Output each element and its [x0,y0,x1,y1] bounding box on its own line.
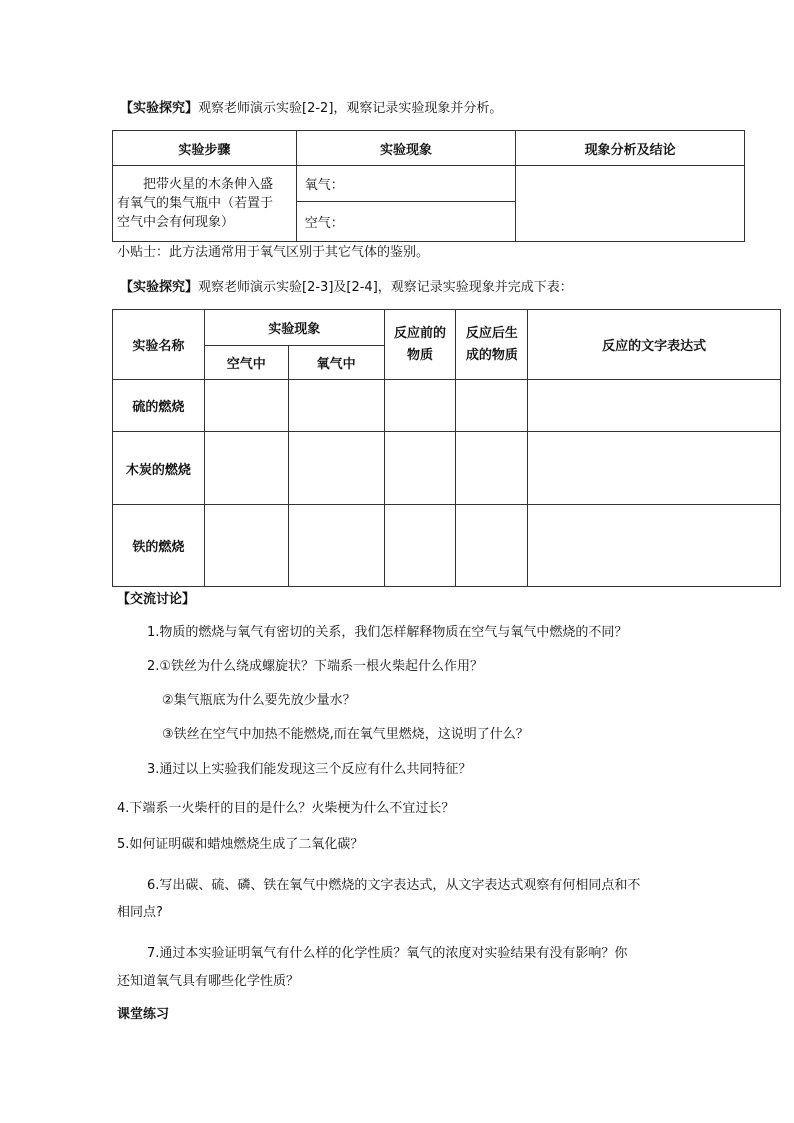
discussion-q6-line-2: 相同点? [117,905,163,920]
table-row [113,380,781,432]
discussion-q2b: ②集气瓶底为什么要先放少量水？ [162,693,356,708]
table-row [113,505,781,587]
exp2-header-after [456,310,528,380]
exp2-header-in-oxygen: 氧气中 [288,346,384,380]
table-row [113,432,781,505]
cell-empty [288,432,384,505]
exp1-header-phenomenon: 实验现象 [296,131,516,166]
discussion-q5: 5.如何证明碳和蜡烛燃烧生成了二氧化碳？ [117,837,364,852]
row-label-sulfur: 硫的燃烧 [113,380,205,432]
exp2-header-formula: 反应的文字表达式 [528,310,781,380]
exp1-step-cell [113,166,297,242]
cell-empty [456,505,528,587]
exp1-analysis-cell [516,166,745,242]
exp1-table [112,130,745,242]
cell-empty [528,432,781,505]
row-label-charcoal: 木炭的燃烧 [113,432,205,505]
discussion-q6-line-1: 6.写出碳、硫、磷、铁在氧气中燃烧的文字表达式，从文字表达式观察有何相同点和不 [147,878,641,893]
discussion-q7-line-2: 还知道氧气具有哪些化学性质？ [117,974,300,989]
exp2-header-before-line-1: 反应前的 [394,325,447,341]
exp2-header-before [384,310,456,380]
discussion-q1: 1.物质的燃烧与氧气有密切的关系，我们怎样解释物质在空气与氧气中燃烧的不同？ [147,625,628,640]
cell-empty [204,432,288,505]
exp1-step-line-1: 把带火星的木条伸入盛 [143,177,274,192]
exp2-heading-text: 观察老师演示实验[2-3]及[2-4]，观察记录实验现象并完成下表： [198,280,573,295]
cell-empty [528,505,781,587]
discussion-q3: 3.通过以上实验我们能发现这三个反应有什么共同特征？ [147,762,472,777]
cell-empty [384,432,456,505]
exp1-phen-oxygen: 氧气： [296,166,516,202]
discussion-q2a: 2.①铁丝为什么绕成螺旋状？下端系一根火柴起什么作用？ [147,659,484,674]
cell-empty [456,432,528,505]
discussion-q4: 4.下端系一火柴杆的目的是什么？火柴梗为什么不宜过长？ [117,801,455,816]
discussion-q2c: ③铁丝在空气中加热不能燃烧,而在氧气里燃烧，这说明了什么？ [162,727,529,742]
exp1-header-step: 实验步骤 [113,131,297,166]
cell-empty [288,380,384,432]
exp2-table [112,309,781,587]
discussion-heading: 【交流讨论】 [117,592,196,607]
cell-empty [384,505,456,587]
cell-empty [204,380,288,432]
exp2-header-after-line-1: 反应后生 [465,325,518,341]
exp1-header-analysis: 现象分析及结论 [516,131,745,166]
exp1-step-line-3: 空气中会有何现象） [117,215,235,230]
exp1-heading-bracket: 【实验探究】 [120,101,199,116]
exp1-step-line-2: 有氧气的集气瓶中（若置于 [117,196,274,211]
cell-empty [384,380,456,432]
tip-text: 小贴士：此方法通常用于氧气区别于其它气体的鉴别。 [117,245,430,260]
exp1-phen-air: 空气： [296,202,516,242]
cell-empty [456,380,528,432]
exp2-header-in-air: 空气中 [204,346,288,380]
exp2-heading-bracket: 【实验探究】 [120,280,199,295]
cell-empty [204,505,288,587]
practice-heading: 课堂练习 [117,1007,170,1022]
exp2-header-before-line-2: 物质 [407,347,434,363]
exp2-header-after-line-2: 成的物质 [465,347,518,363]
cell-empty [288,505,384,587]
exp1-heading-text: 观察老师演示实验[2-2]，观察记录实验现象并分析。 [198,101,503,116]
exp1-heading [120,100,502,118]
discussion-q7-line-1: 7.通过本实验证明氧气有什么样的化学性质？氧气的浓度对实验结果有没有影响？你 [147,946,628,961]
exp2-header-phenomenon: 实验现象 [204,310,384,346]
row-label-iron: 铁的燃烧 [113,505,205,587]
exp2-header-name: 实验名称 [113,310,205,380]
cell-empty [528,380,781,432]
exp2-heading [120,279,573,297]
